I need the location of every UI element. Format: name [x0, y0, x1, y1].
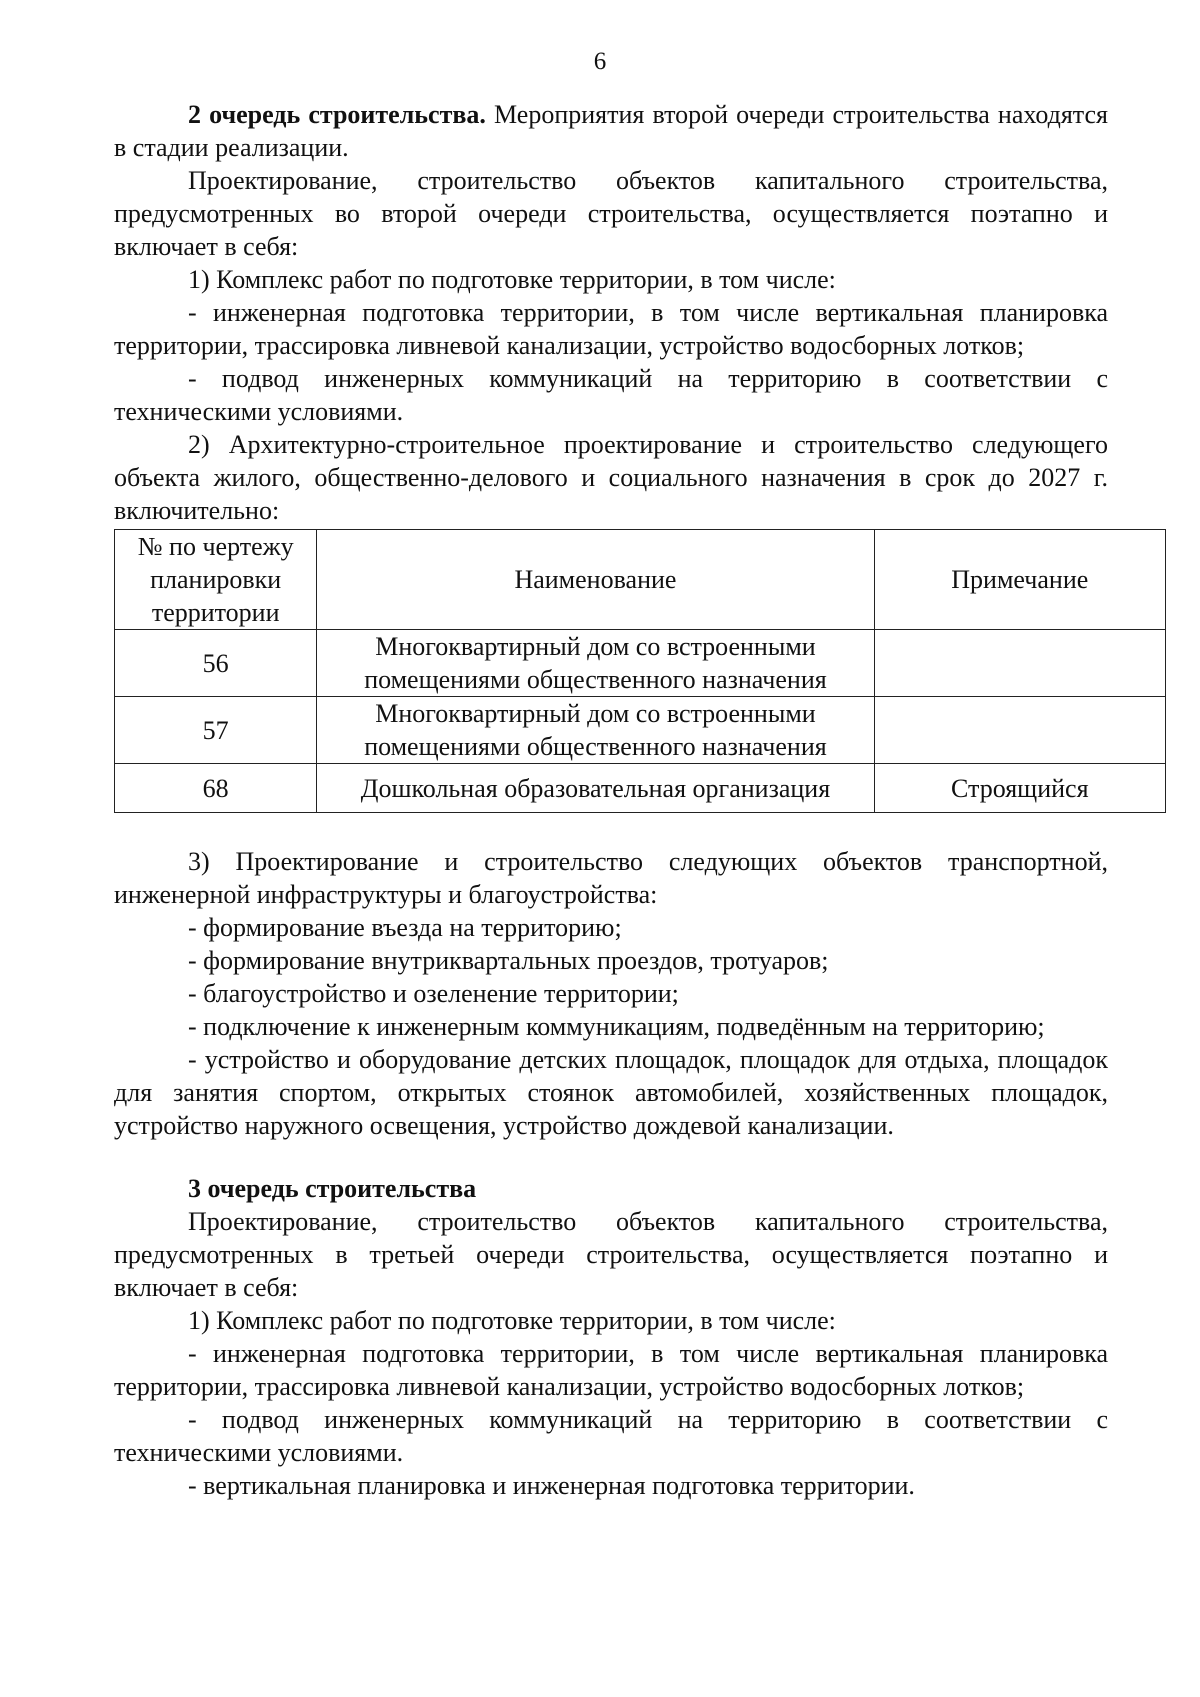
section2-item3-a: - формирование въезда на территорию;	[188, 913, 622, 942]
table-row	[115, 697, 1166, 764]
table-cell-name: Многоквартирный дом со встроенными помещениями общественного назначения	[317, 697, 874, 764]
section2-item3-d: - подключение к инженерным коммуникациям, подведённым на территорию;	[188, 1012, 1045, 1041]
section2-item2: 2) Архитектурно-строительное проектирование и строительство следующего объекта жилого, общественно-делового и социального назначения в срок до 2027 г. включительно:	[114, 430, 1108, 525]
section2-item3: 3) Проектирование и строительство следующих объектов транспортной, инженерной инфраструктуры и благоустройства:	[114, 847, 1108, 909]
page-number: 6	[593, 48, 607, 75]
table-cell-name: Многоквартирный дом со встроенными помещениями общественного назначения	[317, 630, 874, 697]
section3-heading: 3 очередь строительства	[188, 1174, 477, 1203]
table-cell-num: 56	[115, 630, 317, 697]
section2-heading-rest: Мероприятия второй очереди строительства находятся в стадии реализации.	[114, 100, 1108, 162]
section3-item1-a: - инженерная подготовка территории, в том числе вертикальная планировка территории, трассировка ливневой канализации, устройство водосборных лотков;	[114, 1339, 1108, 1401]
table-cell-num: 57	[115, 697, 317, 764]
objects-table	[114, 529, 1166, 813]
table-header-name: Наименование	[317, 530, 874, 630]
section3-item1-c: - вертикальная планировка и инженерная подготовка территории.	[188, 1471, 915, 1500]
table-header-row	[115, 530, 1166, 630]
section3-intro: Проектирование, строительство объектов капитального строительства, предусмотренных в третьей очереди строительства, осуществляется поэтапно и включает в себя:	[114, 1207, 1108, 1302]
section2-item1-b: - подвод инженерных коммуникаций на территорию в соответствии с техническими условиями.	[114, 364, 1108, 426]
table-cell-note	[874, 697, 1165, 764]
section2-intro-paragraph	[114, 98, 1108, 164]
table-cell-name: Дошкольная образовательная организация	[317, 764, 874, 813]
section3-heading-paragraph	[114, 1172, 1108, 1205]
table-cell-num: 68	[115, 764, 317, 813]
section2-item3-b: - формирование внутриквартальных проездов, тротуаров;	[188, 946, 829, 975]
table-row	[115, 630, 1166, 697]
section2-intro: Проектирование, строительство объектов капитального строительства, предусмотренных во второй очереди строительства, осуществляется поэтапно и включает в себя:	[114, 166, 1108, 261]
document-body	[114, 98, 1108, 1502]
section2-item3-e: - устройство и оборудование детских площадок, площадок для отдыха, площадок для занятия спортом, открытых стоянок автомобилей, хозяйственных площадок, устройство наружного освещения, устройство дождевой канализации.	[114, 1045, 1108, 1140]
section2-item1: 1) Комплекс работ по подготовке территории, в том числе:	[188, 265, 836, 294]
section3-item1: 1) Комплекс работ по подготовке территории, в том числе:	[188, 1306, 836, 1335]
table-cell-note: Строящийся	[874, 764, 1165, 813]
section3-item1-b: - подвод инженерных коммуникаций на территорию в соответствии с техническими условиями.	[114, 1405, 1108, 1467]
table-header-note: Примечание	[874, 530, 1165, 630]
section2-item1-a: - инженерная подготовка территории, в том числе вертикальная планировка территории, трассировка ливневой канализации, устройство водосборных лотков;	[114, 298, 1108, 360]
section2-heading: 2 очередь строительства.	[188, 100, 486, 129]
table-header-num: № по чертежу планировки территории	[115, 530, 317, 630]
section2-item3-c: - благоустройство и озеленение территории;	[188, 979, 679, 1008]
table-cell-note	[874, 630, 1165, 697]
table-row	[115, 764, 1166, 813]
